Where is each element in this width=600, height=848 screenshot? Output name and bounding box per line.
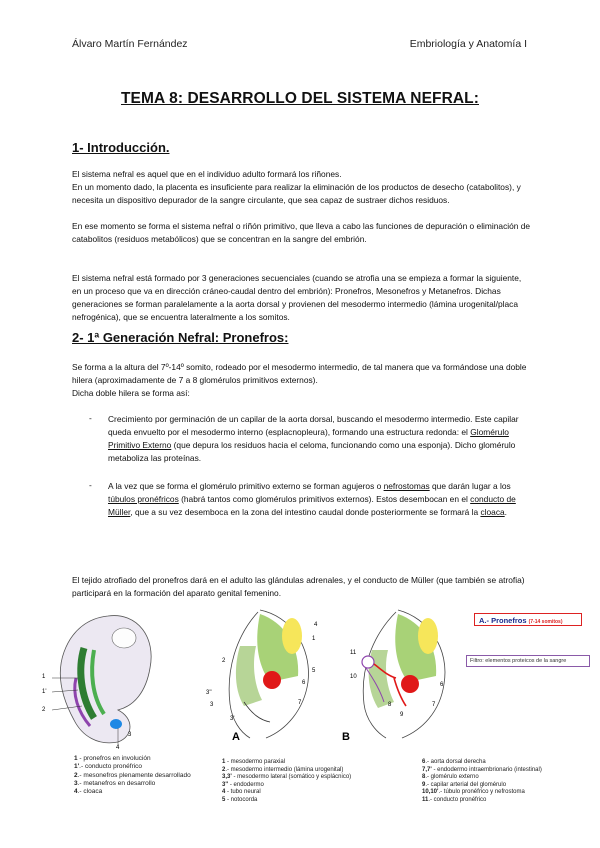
term-muller: conducto de Müller [108, 494, 516, 517]
filter-note: Filtro: elementos proteicos de la sangre [466, 655, 590, 667]
embryo-mark-1: 1 [42, 674, 46, 680]
section-a-mark-1: 1 [312, 636, 316, 642]
legend-item: 11.- conducto pronéfrico [422, 796, 487, 803]
closing-paragraph: El tejido atrofiado del pronefros dará en el adulto las glándulas adrenales, y el conducto de Müller (que también se atrofia) participará en la formación del aparato genital femenino. [72, 575, 525, 598]
bullet-dash-2: - [89, 480, 92, 490]
legend-item: 6.- aorta dorsal derecha [422, 759, 486, 765]
legend-item: 1'.- conducto pronéfrico [74, 763, 143, 771]
section-b-label: B [342, 731, 350, 743]
legend-item: 3.- metanefros en desarrollo [74, 779, 156, 787]
section-a-mark-3pp: 3'' [206, 690, 212, 696]
intro-paragraph-1: El sistema nefral es aquel que en el individuo adulto formará los riñones. [72, 169, 342, 179]
legend-item: 2.- mesonefros plenamente desarrollado [74, 771, 191, 779]
legend-item: 8.- glomérulo externo [422, 774, 479, 781]
bullet-2: A la vez que se forma el glomérulo primitivo externo se forman agujeros o nefrostomas que darán lugar a los túbulos pronéfricos (habrá tantos como glomérulos primitivos externos). Estos desembocan en el conducto de Müller, que a su vez desemboca en la zona del intestino caudal donde posteriormente se formará la cloaca. [108, 481, 516, 517]
pronefros-intro: Se forma a la altura del 7º-14º somito, rodeado por el mesodermo intermedio, de tal manera que va formándose una doble hilera (aproximadamente de 7 a 8 glomérulos primitivos externos). [72, 362, 527, 385]
embryo-illustration [38, 608, 166, 750]
section-a-mark-4: 4 [314, 622, 318, 628]
term-glomerulo: Glomérulo Primitivo Externo [108, 427, 509, 450]
legend-item: 7,7' - endodermo intraembrionario (intestinal) [422, 766, 542, 773]
legend-item: 4.- cloaca [74, 788, 103, 796]
intro-paragraph-2: En un momento dado, la placenta es insuficiente para realizar la eliminación de los productos de desecho (catabolitos), y necesita un dispositivo depurador de la sangre circulante, que sea capaz de sustraer dichos residuos. [72, 182, 521, 205]
legend-item: 2.- mesodermo intermedio (lámina urogenital) [222, 766, 344, 773]
section-2-heading: 2- 1ª Generación Nefral: Pronefros: [72, 330, 289, 345]
legend-item: 5 - notocorda [222, 796, 258, 803]
section-a-mark-2: 2 [222, 658, 226, 664]
embryo-mark-3: 3 [128, 732, 132, 738]
legend-left [74, 755, 191, 796]
embryo-mark-1p: 1' [42, 689, 47, 695]
section-b-illustration [336, 606, 461, 744]
section-b-mark-10: 10 [350, 674, 357, 680]
section-b-mark-7: 7 [432, 702, 436, 708]
section-b-mark-8: 8 [388, 702, 392, 708]
legend-item: 10,10'.- túbulo pronéfrico y nefrostoma [422, 789, 525, 796]
section-a-label: A [232, 731, 240, 743]
legend-item: 4 - tubo neural [222, 789, 261, 796]
header-author: Álvaro Martín Fernández [72, 38, 188, 50]
section-a-mark-6: 6 [302, 680, 306, 686]
legend-item: 3,3' - mesodermo lateral (somático y esplácnico) [222, 774, 352, 781]
section-b-mark-9: 9 [400, 712, 404, 718]
section-1-heading: 1- Introducción. [72, 140, 170, 155]
pronefros-box-sub: (7-14 somitos) [528, 619, 563, 625]
embryo-mark-2: 2 [42, 707, 46, 713]
pronefros-box: A.- Pronefros (7-14 somitos) [474, 613, 582, 626]
legend-item: 9.- capilar arterial del glomérulo [422, 781, 507, 788]
bullet-1: Crecimiento por germinación de un capilar de la aorta dorsal, buscando el mesodermo intermedio. Este capilar queda envuelto por el mesodermo interno (esplacnopleura), formando una estructura redonda: el Glomérulo Primitivo Externo (que depura los residuos hacia el celoma, funcionando como una esponja). Dicho glomérulo metaboliza las proteínas. [108, 414, 519, 463]
section-a-mark-3p: 3' [230, 716, 235, 722]
legend-item: 1 - pronefros en involución [74, 755, 151, 762]
legend-item: 1 - mesodermo paraxial [222, 759, 286, 765]
page-title: TEMA 8: DESARROLLO DEL SISTEMA NEFRAL: [120, 90, 479, 107]
embryo-mark-4: 4 [116, 745, 120, 750]
legend-right [422, 759, 542, 805]
legend-middle [222, 759, 351, 805]
section-b-mark-6: 6 [440, 682, 444, 688]
section-b-mark-11: 11 [350, 650, 357, 656]
bullet-dash-1: - [89, 413, 92, 423]
intro-paragraph-3: En ese momento se forma el sistema nefral o riñón primitivo, que lleva a cabo las funciones de depuración o eliminación de catabolitos (residuos metabólicos) que se concentran en la sangre del embrión. [72, 221, 531, 244]
section-a-mark-5: 5 [312, 668, 316, 674]
header-subject: Embriología y Anatomía I [409, 38, 527, 50]
intro-paragraph-4: El sistema nefral está formado por 3 generaciones secuenciales (cuando se atrofia una se empieza a formar la siguiente, en un proceso que va en dirección cráneo-caudal dentro del embrión): Pronefros, Mesonefros y Metanefros. Dichas generaciones se forman paralelamente a la aorta dorsal y provienen del mesodermo intermedio (lámina urogenital/placa nefrogénica), que se encuentra lateralmente a los somitos. [72, 273, 522, 322]
pronefros-intro-2: Dicha doble hilera se forma así: [72, 388, 190, 398]
term-tubulos: túbulos pronéfricos [108, 494, 179, 504]
section-a-illustration [200, 606, 325, 744]
term-cloaca: cloaca [480, 507, 505, 517]
term-nefrostomas: nefrostomas [383, 481, 430, 491]
section-a-mark-3: 3 [210, 702, 214, 708]
legend-item: 3'' - endodermo [222, 781, 264, 788]
section-a-mark-7: 7 [298, 700, 302, 706]
